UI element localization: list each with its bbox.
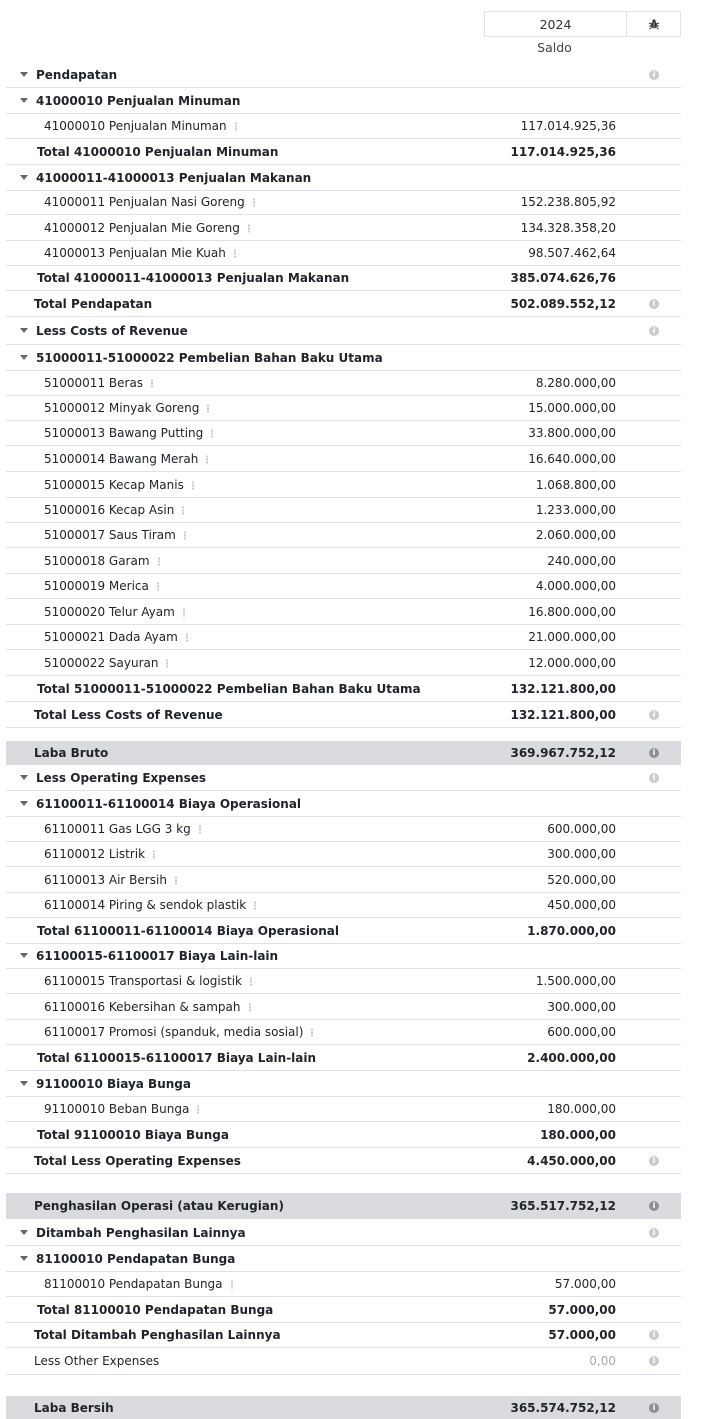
row-amount[interactable]: 134.328.358,20 (520, 221, 616, 235)
bug-icon (648, 18, 660, 30)
kebab-menu-icon[interactable] (197, 1105, 199, 1114)
row-label-text: 61100013 Air Bersih (44, 873, 167, 887)
kebab-menu-icon[interactable] (175, 876, 177, 885)
row-label (44, 847, 155, 861)
row-label (20, 1226, 246, 1240)
row-label (44, 656, 168, 670)
row-label-text: 51000019 Merica (44, 579, 149, 593)
info-icon[interactable]: i (649, 299, 659, 309)
caret-down-icon[interactable] (20, 72, 28, 77)
row-label-text: Less Other Expenses (34, 1354, 160, 1368)
row-label (44, 221, 250, 235)
kebab-menu-icon[interactable] (186, 633, 188, 642)
caret-down-icon[interactable] (20, 328, 28, 333)
plain-row (6, 1348, 681, 1375)
row-label-text: 41000012 Penjualan Mie Goreng (44, 221, 240, 235)
row-label-text: Total 61100015-61100017 Biaya Lain-lain (37, 1051, 317, 1065)
group-row[interactable] (6, 88, 681, 114)
row-amount: 132.121.800,00 (510, 681, 616, 696)
row-label-text: 61100011-61100014 Biaya Operasional (36, 796, 302, 811)
row-label (34, 1199, 284, 1213)
row-label (37, 1051, 316, 1065)
sectotal-row (6, 291, 681, 317)
row-label-text: Total 51000011-51000022 Pembelian Bahan Baku Utama (37, 681, 421, 696)
account-row[interactable] (6, 447, 681, 472)
row-label-text: 81100010 Pendapatan Bunga (44, 1277, 223, 1291)
info-icon[interactable]: i (649, 748, 659, 758)
row-label (44, 119, 237, 133)
row-label-text: Total Ditambah Penghasilan Lainnya (34, 1328, 281, 1342)
row-label (20, 1252, 235, 1266)
kebab-menu-icon[interactable] (166, 659, 168, 668)
row-label-text: 51000015 Kecap Manis (44, 477, 184, 492)
row-label (44, 1277, 233, 1291)
row-amount[interactable]: 152.238.805,92 (520, 195, 616, 209)
account-row[interactable] (6, 549, 681, 574)
row-label (44, 246, 236, 260)
row-label-text: 51000014 Bawang Merah (44, 452, 199, 466)
row-label-text: Total Less Operating Expenses (34, 1153, 241, 1168)
row-label-text: 51000021 Dada Ayam (44, 630, 178, 644)
row-label (44, 898, 256, 912)
row-label-text: 41000013 Penjualan Mie Kuah (44, 246, 226, 260)
account-row[interactable] (6, 1097, 681, 1122)
section-row[interactable] (6, 318, 681, 345)
row-label-text: 61100012 Listrik (44, 847, 146, 861)
row-label-text: 41000010 Penjualan Minuman (36, 93, 241, 108)
info-icon[interactable]: i (649, 1228, 659, 1238)
account-row[interactable] (6, 817, 681, 842)
kebab-menu-icon[interactable] (253, 198, 255, 207)
row-label (20, 1077, 191, 1091)
total-row (6, 1046, 681, 1071)
row-label-text: Less Operating Expenses (36, 770, 206, 785)
account-row[interactable] (6, 969, 681, 994)
row-amount[interactable]: 600.000,00 (547, 1025, 616, 1039)
caret-down-icon[interactable] (20, 1256, 28, 1261)
row-amount[interactable]: 16.640.000,00 (528, 452, 616, 466)
sectotal-row (6, 1323, 681, 1348)
row-label (34, 1154, 241, 1168)
section-row[interactable] (6, 62, 681, 88)
row-amount[interactable]: 33.800.000,00 (528, 426, 616, 440)
info-icon[interactable]: i (649, 1330, 659, 1340)
row-label (34, 1354, 159, 1368)
row-amount[interactable]: 300.000,00 (547, 1000, 616, 1014)
row-amount: 132.121.800,00 (510, 707, 616, 722)
info-icon[interactable]: i (649, 1156, 659, 1166)
row-amount: 57.000,00 (548, 1302, 616, 1317)
debug-button[interactable] (626, 11, 681, 37)
row-label-text: 91100010 Biaya Bunga (36, 1076, 191, 1091)
row-label (34, 708, 223, 722)
row-label-text: 51000013 Bawang Putting (44, 426, 204, 440)
account-row[interactable] (6, 241, 681, 266)
row-amount[interactable]: 2.060.000,00 (535, 528, 616, 542)
year-header[interactable] (484, 11, 627, 37)
year-label: 2024 (539, 16, 572, 32)
total-row (6, 676, 681, 702)
total-row (6, 266, 681, 291)
row-label (37, 271, 349, 285)
row-label (37, 1128, 229, 1142)
row-amount: 4.450.000,00 (527, 1153, 616, 1168)
row-label (44, 822, 201, 836)
row-label (34, 297, 152, 311)
kebab-menu-icon[interactable] (311, 1028, 313, 1037)
row-label (20, 171, 311, 185)
summary-row (6, 741, 681, 765)
caret-down-icon[interactable] (20, 801, 28, 806)
account-row[interactable] (6, 498, 681, 523)
kebab-menu-icon[interactable] (211, 429, 213, 438)
row-amount[interactable]: 240.000,00 (547, 554, 616, 568)
group-row[interactable] (6, 1246, 681, 1272)
row-label (44, 554, 160, 568)
section-row[interactable] (6, 765, 681, 791)
row-label-text: Laba Bersih (34, 1400, 114, 1415)
row-label (20, 68, 117, 82)
account-row[interactable] (6, 995, 681, 1020)
row-label (20, 351, 383, 365)
row-label-text: 51000011 Beras (44, 376, 144, 390)
row-amount: 369.967.752,12 (510, 746, 616, 760)
row-label-text: 51000017 Saus Tiram (44, 528, 176, 542)
row-label-text: Laba Bruto (34, 746, 109, 760)
caret-down-icon[interactable] (20, 98, 28, 103)
row-amount: 502.089.552,12 (510, 296, 616, 311)
row-label (20, 797, 301, 811)
kebab-menu-icon[interactable] (249, 1003, 251, 1012)
row-amount[interactable]: 1.068.800,00 (535, 477, 616, 492)
row-label (44, 630, 188, 644)
row-amount[interactable]: 300.000,00 (547, 847, 616, 861)
row-amount: 2.400.000,00 (527, 1051, 616, 1065)
group-row[interactable] (6, 165, 681, 191)
kebab-menu-icon[interactable] (199, 825, 201, 834)
kebab-menu-icon[interactable] (151, 379, 153, 388)
row-label (44, 452, 208, 466)
row-amount[interactable]: 16.800.000,00 (528, 605, 616, 619)
group-row[interactable] (6, 791, 681, 817)
kebab-menu-icon[interactable] (231, 1280, 233, 1289)
row-label (44, 195, 255, 209)
row-amount[interactable]: 450.000,00 (547, 898, 616, 912)
row-amount[interactable]: 12.000.000,00 (528, 656, 616, 670)
row-amount[interactable]: 4.000.000,00 (535, 579, 616, 593)
row-label (37, 145, 278, 159)
account-row[interactable] (6, 842, 681, 867)
row-label (34, 1328, 281, 1342)
row-label (44, 503, 184, 517)
row-label (20, 949, 278, 963)
row-label-text: 61100014 Piring & sendok plastik (44, 898, 247, 912)
total-row (6, 139, 681, 165)
row-label-text: 51000022 Sayuran (44, 656, 159, 670)
kebab-menu-icon[interactable] (157, 582, 159, 591)
kebab-menu-icon[interactable] (234, 249, 236, 258)
account-row[interactable] (6, 893, 681, 918)
row-amount: 57.000,00 (548, 1328, 616, 1342)
row-label (20, 94, 240, 108)
info-icon[interactable]: i (649, 710, 659, 720)
row-amount[interactable]: 600.000,00 (547, 822, 616, 836)
account-row[interactable] (6, 114, 681, 139)
total-row (6, 1297, 681, 1323)
row-label-text: Total 81100010 Pendapatan Bunga (37, 1302, 274, 1317)
row-label-text: 61100011 Gas LGG 3 kg (44, 822, 191, 836)
row-label-text: 51000011-51000022 Pembelian Bahan Baku Utama (36, 350, 383, 365)
row-label-text: Ditambah Penghasilan Lainnya (36, 1225, 246, 1240)
row-label-text: Penghasilan Operasi (atau Kerugian) (34, 1199, 284, 1213)
row-label (44, 401, 209, 415)
row-amount[interactable]: 1.233.000,00 (535, 503, 616, 517)
row-label (37, 924, 339, 938)
kebab-menu-icon[interactable] (183, 608, 185, 617)
row-label (34, 746, 108, 760)
info-icon[interactable]: i (649, 70, 659, 80)
row-label (44, 528, 186, 542)
account-row[interactable] (6, 600, 681, 625)
row-label-text: 61100016 Kebersihan & sampah (44, 1000, 241, 1014)
row-amount: 365.574.752,12 (510, 1400, 616, 1415)
row-amount[interactable]: 117.014.925,36 (520, 119, 616, 133)
row-label (44, 1000, 251, 1014)
row-label-text: Total Pendapatan (34, 296, 153, 311)
kebab-menu-icon[interactable] (153, 850, 155, 859)
caret-down-icon[interactable] (20, 175, 28, 180)
group-row[interactable] (6, 345, 681, 371)
caret-down-icon[interactable] (20, 775, 28, 780)
row-label-text: Pendapatan (36, 67, 118, 82)
total-row (6, 919, 681, 944)
caret-down-icon[interactable] (20, 1081, 28, 1086)
kebab-menu-icon[interactable] (235, 122, 237, 131)
row-amount[interactable]: 21.000.000,00 (528, 630, 616, 644)
kebab-menu-icon[interactable] (192, 481, 194, 490)
sectotal-row (6, 1148, 681, 1174)
row-amount: 180.000,00 (540, 1127, 616, 1142)
row-label (44, 605, 185, 619)
row-label-text: 91100010 Beban Bunga (44, 1102, 190, 1116)
row-label (44, 1102, 199, 1116)
row-amount: 117.014.925,36 (510, 144, 616, 159)
row-label-text: 51000012 Minyak Goreng (44, 401, 200, 415)
account-row[interactable] (6, 216, 681, 241)
row-amount[interactable]: 180.000,00 (547, 1102, 616, 1116)
row-label-text: Total 41000010 Penjualan Minuman (37, 144, 279, 159)
sectotal-row (6, 702, 681, 728)
kebab-menu-icon[interactable] (182, 506, 184, 515)
row-label (44, 974, 252, 988)
info-icon[interactable]: i (649, 773, 659, 783)
account-row[interactable] (6, 625, 681, 650)
row-label (37, 1303, 273, 1317)
row-amount: 365.517.752,12 (510, 1199, 616, 1213)
saldo-column-header: Saldo (537, 40, 572, 55)
kebab-menu-icon[interactable] (158, 557, 160, 566)
row-label (37, 682, 421, 696)
row-label-text: 61100015 Transportasi & logistik (44, 974, 242, 988)
row-label-text: Total 41000011-41000013 Penjualan Makanan (37, 271, 350, 285)
account-row[interactable] (6, 651, 681, 676)
account-row[interactable] (6, 396, 681, 421)
row-label-text: Total Less Costs of Revenue (34, 707, 223, 722)
row-label-text: 41000011 Penjualan Nasi Goreng (44, 195, 245, 209)
kebab-menu-icon[interactable] (254, 901, 256, 910)
row-amount[interactable]: 98.507.462,64 (528, 246, 616, 260)
row-label-text: Total 91100010 Biaya Bunga (37, 1127, 229, 1142)
row-label (44, 1025, 313, 1039)
account-row[interactable] (6, 523, 681, 548)
row-label-text: Total 61100011-61100014 Biaya Operasional (37, 924, 339, 938)
row-label-text: 61100015-61100017 Biaya Lain-lain (36, 949, 279, 963)
total-row (6, 1122, 681, 1148)
account-row[interactable] (6, 371, 681, 396)
row-label-text: 61100017 Promosi (spanduk, media sosial) (44, 1025, 304, 1039)
row-label (44, 579, 159, 593)
kebab-menu-icon[interactable] (207, 404, 209, 413)
info-icon[interactable]: i (649, 1356, 659, 1366)
kebab-menu-icon[interactable] (250, 977, 252, 986)
account-row[interactable] (6, 421, 681, 446)
account-row[interactable] (6, 1020, 681, 1045)
row-label (44, 376, 153, 390)
row-label (20, 324, 188, 338)
row-label (44, 478, 194, 492)
row-amount: 1.870.000,00 (527, 924, 616, 938)
row-label-text: 41000010 Penjualan Minuman (44, 119, 227, 133)
row-label-text: 51000020 Telur Ayam (44, 605, 175, 619)
row-amount: 0,00 (589, 1354, 616, 1368)
caret-down-icon[interactable] (20, 1230, 28, 1235)
row-amount[interactable]: 8.280.000,00 (535, 376, 616, 390)
row-label (44, 426, 213, 440)
kebab-menu-icon[interactable] (184, 531, 186, 540)
row-label (20, 771, 206, 785)
row-label-text: 51000016 Kecap Asin (44, 503, 175, 517)
info-icon[interactable]: i (649, 326, 659, 336)
kebab-menu-icon[interactable] (206, 455, 208, 464)
row-label-text: 81100010 Pendapatan Bunga (36, 1251, 236, 1266)
account-row[interactable] (6, 574, 681, 599)
section-row[interactable] (6, 1220, 681, 1246)
row-label (34, 1401, 114, 1415)
info-icon[interactable]: i (649, 1201, 659, 1211)
summary-row (6, 1396, 681, 1419)
row-amount: 385.074.626,76 (510, 271, 616, 285)
row-amount[interactable]: 15.000.000,00 (528, 401, 616, 415)
caret-down-icon[interactable] (20, 953, 28, 958)
caret-down-icon[interactable] (20, 355, 28, 360)
row-amount[interactable]: 520.000,00 (547, 873, 616, 887)
account-row[interactable] (6, 1272, 681, 1297)
row-amount[interactable]: 1.500.000,00 (535, 974, 616, 988)
account-row[interactable] (6, 868, 681, 893)
account-row[interactable] (6, 472, 681, 498)
row-label-text: Less Costs of Revenue (36, 324, 188, 338)
row-amount[interactable]: 57.000,00 (554, 1277, 616, 1291)
kebab-menu-icon[interactable] (248, 224, 250, 233)
row-label-text: 51000018 Garam (44, 554, 150, 568)
summary-row (6, 1193, 681, 1219)
group-row[interactable] (6, 944, 681, 969)
row-label-text: 41000011-41000013 Penjualan Makanan (36, 170, 312, 185)
row-label (44, 873, 177, 887)
group-row[interactable] (6, 1071, 681, 1097)
info-icon[interactable]: i (649, 1403, 659, 1413)
account-row[interactable] (6, 190, 681, 215)
